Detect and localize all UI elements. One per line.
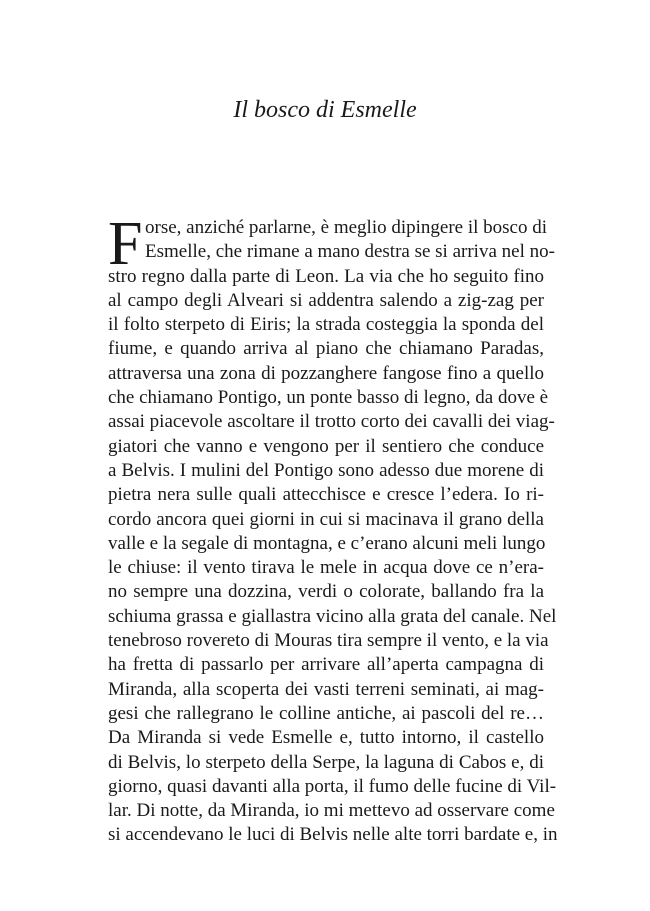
text-line: a Belvis. I mulini del Pontigo sono adesso due morene di <box>108 459 544 481</box>
text-line: orse, anziché parlarne, è meglio dipingere il bosco di <box>145 217 548 238</box>
text-line: lar. Di notte, da Miranda, io mi mettevo ad osservare come <box>108 800 555 822</box>
text-line: tenebroso rovereto di Mouras tira sempre il vento, e la via <box>108 630 549 652</box>
text-line: le chiuse: il vento tirava le mele in acqua dove ce n’era- <box>108 557 544 579</box>
text-line: Esmelle, che rimane a mano destra se si arriva nel no- <box>145 241 555 263</box>
text-line: assai piacevole ascoltare il trotto corto dei cavalli dei viag- <box>108 411 555 433</box>
text-line: fiume, e quando arriva al piano che chiamano Paradas, <box>108 338 544 360</box>
body-paragraph <box>108 210 558 848</box>
text-line: ha fretta di passarlo per arrivare all’aperta campagna di <box>108 654 544 676</box>
text-line: al campo degli Alveari si addentra salendo a zig-zag per <box>108 289 544 311</box>
text-line: cordo ancora quei giorni in cui si macinava il grano della <box>108 508 544 530</box>
text-line: il folto sterpeto di Eiris; la strada costeggia la sponda del <box>108 314 544 336</box>
chapter-title: Il bosco di Esmelle <box>233 97 417 123</box>
text-line: giatori che vanno e vengono per il sentiero che conduce <box>108 435 544 457</box>
text-line: attraversa una zona di pozzanghere fangose fino a quello <box>108 362 544 384</box>
text-line: stro regno dalla parte di Leon. La via che ho seguito fino <box>108 265 544 287</box>
text-line: Miranda, alla scoperta dei vasti terreni seminati, ai mag- <box>108 678 544 700</box>
text-line: valle e la segale di montagna, e c’erano alcuni meli lungo <box>108 532 546 554</box>
text-line: pietra nera sulle quali attecchisce e cresce l’edera. Io ri- <box>108 484 544 506</box>
text-line: che chiamano Pontigo, un ponte basso di legno, da dove è <box>108 387 549 409</box>
text-line: schiuma grassa e giallastra vicino alla grata del canale. Nel <box>108 605 557 627</box>
text-line: gesi che rallegrano le colline antiche, ai pascoli del re… <box>108 702 544 724</box>
text-line: Da Miranda si vede Esmelle e, tutto intorno, il castello <box>108 727 544 749</box>
text-line: si accendevano le luci di Belvis nelle alte torri bardate e, in <box>108 824 558 846</box>
text-line: di Belvis, lo sterpeto della Serpe, la laguna di Cabos e, di <box>108 751 544 773</box>
text-line: giorno, quasi davanti alla porta, il fumo delle fucine di Vil- <box>108 775 557 797</box>
drop-cap: F <box>108 210 143 278</box>
text-line: no sempre una dozzina, verdi o colorate, ballando fra la <box>108 581 544 603</box>
